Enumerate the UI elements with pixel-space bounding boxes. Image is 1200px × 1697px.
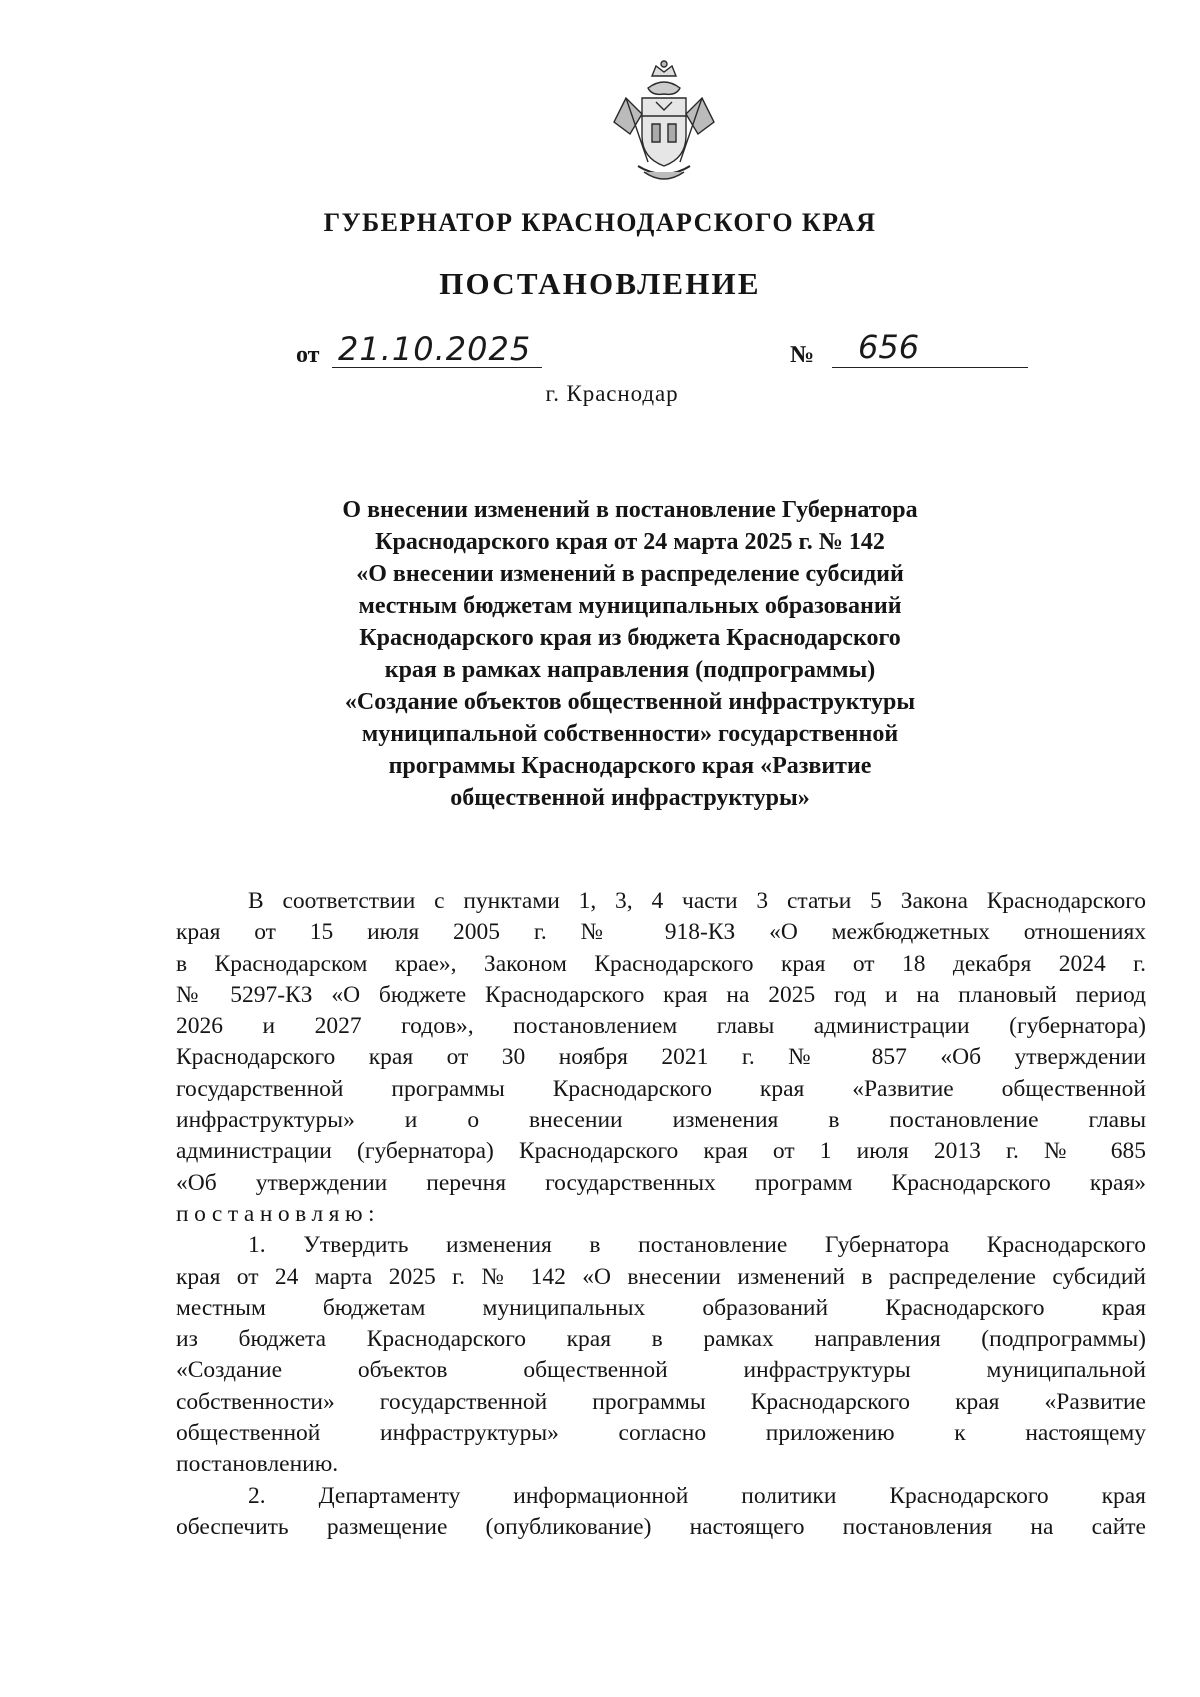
body-line: администрации (губернатора) Краснодарского края от 1 июля 2013 г. № 685 bbox=[176, 1138, 1146, 1165]
document-body bbox=[176, 886, 1146, 1543]
handwritten-date: 21.10.2025 bbox=[338, 330, 532, 368]
subject-line: «О внесении изменений в распределение субсидий bbox=[356, 561, 904, 587]
body-line: В соответствии с пунктами 1, 3, 4 части 3 статьи 5 Закона Краснодарского bbox=[248, 888, 1146, 914]
body-line: обеспечить размещение (опубликование) настоящего постановления на сайте bbox=[176, 1513, 1146, 1540]
city-line: г. Краснодар bbox=[545, 381, 679, 406]
subject-line: Краснодарского края от 24 марта 2025 г. № 142 bbox=[375, 529, 885, 555]
subject-line: О внесении изменений в постановление Губернатора bbox=[342, 497, 918, 523]
body-line: «Создание объектов общественной инфраструктуры муниципальной bbox=[176, 1357, 1146, 1384]
body-line: Краснодарского края от 30 ноября 2021 г. № 857 «Об утверждении bbox=[176, 1044, 1146, 1071]
handwritten-number: 656 bbox=[858, 328, 920, 366]
body-line: края от 15 июля 2005 г. № 918-КЗ «О межбюджетных отношениях bbox=[176, 919, 1146, 946]
subject-line: программы Краснодарского края «Развитие bbox=[388, 753, 872, 779]
body-line: «Об утверждении перечня государственных программ Краснодарского края» bbox=[176, 1169, 1146, 1196]
body-line: 2026 и 2027 годов», постановлением главы администрации (губернатора) bbox=[176, 1013, 1146, 1040]
subject-line: края в рамках направления (подпрограммы) bbox=[384, 657, 876, 683]
resolution-word: постановляю: bbox=[176, 1200, 381, 1227]
subject-line: общественной инфраструктуры» bbox=[450, 785, 810, 811]
number-underline bbox=[832, 367, 1028, 368]
document-type-heading: ПОСТАНОВЛЕНИЕ bbox=[439, 266, 761, 301]
subject-line: муниципальной собственности» государственной bbox=[361, 721, 899, 747]
subject-line: местным бюджетам муниципальных образований bbox=[358, 593, 902, 619]
body-line: постановлению. bbox=[176, 1451, 339, 1478]
body-line: местным бюджетам муниципальных образований Краснодарского края bbox=[176, 1294, 1146, 1321]
body-line: 1. Утвердить изменения в постановление Губернатора Краснодарского bbox=[248, 1232, 1146, 1259]
body-line: из бюджета Краснодарского края в рамках направления (подпрограммы) bbox=[176, 1326, 1146, 1353]
body-line: 2. Департаменту информационной политики Краснодарского края bbox=[248, 1482, 1146, 1509]
body-line: № 5297-КЗ «О бюджете Краснодарского края на 2025 год и на плановый период bbox=[176, 981, 1146, 1008]
body-line: края от 24 марта 2025 г. № 142 «О внесении изменений в распределение субсидий bbox=[176, 1263, 1146, 1290]
krasnodar-krai-coat-of-arms-icon bbox=[608, 58, 720, 186]
document-subject bbox=[300, 494, 960, 814]
subject-line: «Создание объектов общественной инфраструктуры bbox=[344, 689, 916, 715]
organization-title: ГУБЕРНАТОР КРАСНОДАРСКОГО КРАЯ bbox=[323, 208, 877, 237]
date-number-row bbox=[0, 330, 1200, 378]
body-line: государственной программы Краснодарского края «Развитие общественной bbox=[176, 1075, 1146, 1102]
body-line: собственности» государственной программы Краснодарского края «Развитие bbox=[176, 1388, 1146, 1415]
body-line: инфраструктуры» и о внесении изменения в постановление главы bbox=[176, 1107, 1146, 1134]
date-prefix: от bbox=[296, 342, 320, 368]
number-prefix: № bbox=[790, 342, 815, 368]
subject-line: Краснодарского края из бюджета Краснодарского bbox=[359, 625, 901, 651]
body-line: общественной инфраструктуры» согласно приложению к настоящему bbox=[176, 1420, 1146, 1447]
body-line: в Краснодарском крае», Законом Краснодарского края от 18 декабря 2024 г. bbox=[176, 950, 1146, 977]
